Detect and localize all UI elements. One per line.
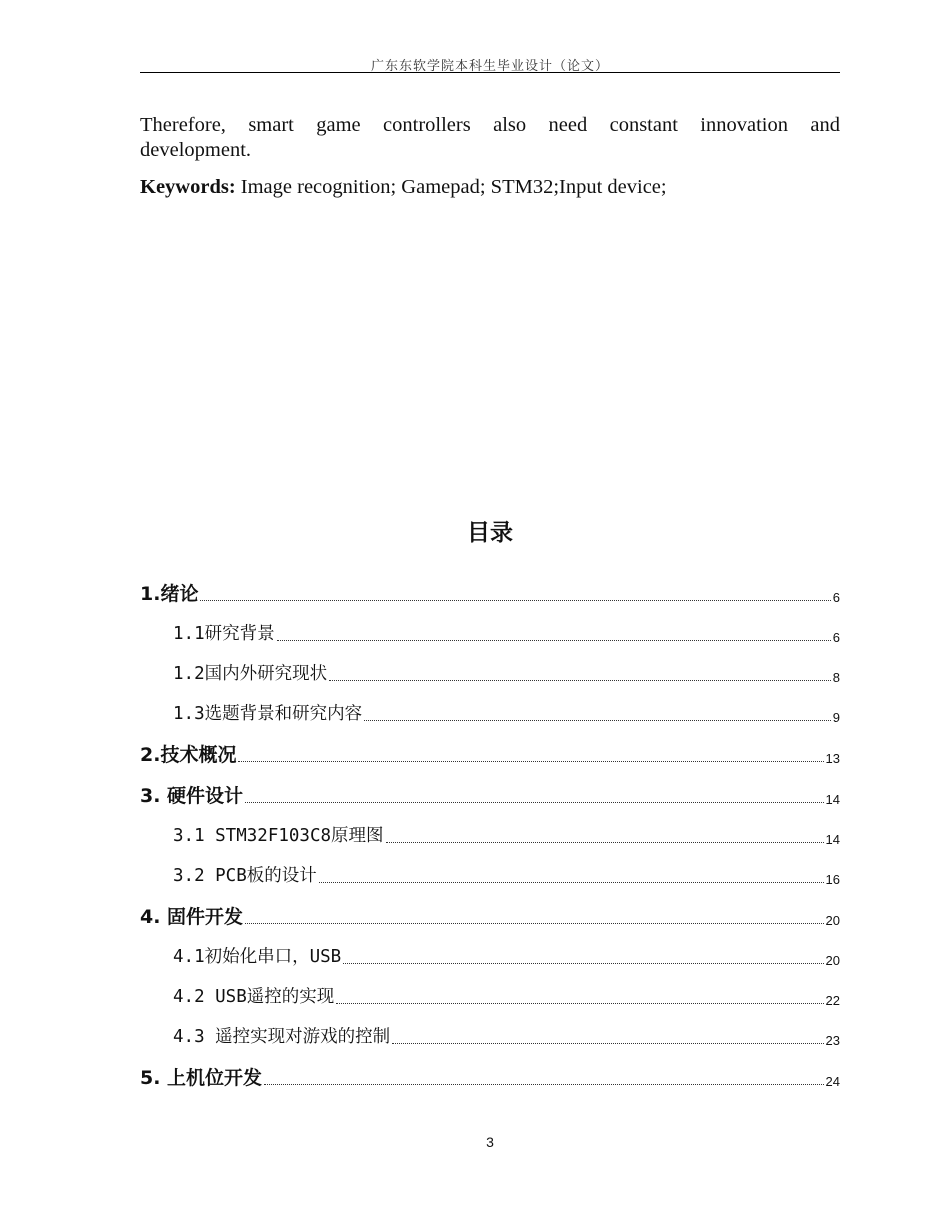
toc-entry-label: 4.2 USB遥控的实现 [173,987,335,1007]
toc-entry-page: 6 [832,590,840,605]
page-number: 3 [486,1134,494,1150]
toc-entry-page: 16 [825,872,840,887]
toc-entry[interactable] [140,578,840,606]
toc-entry-page: 24 [825,1074,840,1089]
abstract-line-2: development. [140,139,252,161]
toc-entry[interactable] [140,739,840,767]
toc-entry-label: 1.3选题背景和研究内容 [173,704,363,724]
toc-entry[interactable] [173,1021,840,1049]
toc-entry-page: 6 [832,630,840,645]
toc-entry[interactable] [173,941,840,969]
toc-entry[interactable] [173,981,840,1009]
toc-entry-label: 1.2国内外研究现状 [173,664,328,684]
toc-entry-page: 14 [825,832,840,847]
toc-entry-label: 3. 硬件设计 [140,785,244,807]
toc-leader-dots [343,962,823,964]
toc-entry-label: 3.1 STM32F103C8原理图 [173,826,384,846]
toc-leader-dots [238,760,823,762]
keywords-line [140,175,840,200]
toc-leader-dots [319,881,824,883]
toc-entry-page: 20 [825,913,840,928]
toc-title: 目录 [467,520,513,546]
abstract-line-1: Therefore, smart game controllers also need constant innovation and [140,114,840,136]
toc-entry-label: 4. 固件开发 [140,906,244,928]
toc-leader-dots [392,1042,823,1044]
toc-entry-label: 4.3 遥控实现对游戏的控制 [173,1027,391,1047]
header-rule [140,72,840,73]
toc-entry-label: 1.1研究背景 [173,624,275,644]
toc-entry-page: 20 [825,953,840,968]
toc-leader-dots [329,679,831,681]
toc-leader-dots [336,1002,823,1004]
toc-leader-dots [364,719,831,721]
toc-entry-label: 1.绪论 [140,583,199,605]
toc-entry[interactable] [173,820,840,848]
keywords-text: Image recognition; Gamepad; STM32;Input device; [235,176,667,198]
toc-entry[interactable] [173,658,840,686]
toc-entry-page: 13 [825,751,840,766]
toc-entry[interactable] [140,780,840,808]
toc-entry[interactable] [140,1062,840,1090]
toc-entry-page: 14 [825,792,840,807]
toc-entry-page: 22 [825,993,840,1008]
toc-entry[interactable] [173,618,840,646]
toc-leader-dots [264,1083,823,1085]
toc-entry[interactable] [173,698,840,726]
toc-entry-label: 2.技术概况 [140,744,237,766]
toc-entry-page: 23 [825,1033,840,1048]
toc-entry[interactable] [173,860,840,888]
toc-entry-page: 9 [832,710,840,725]
toc-leader-dots [245,801,823,803]
toc-entry-label: 4.1初始化串口，USB [173,947,342,967]
toc-leader-dots [200,599,830,601]
toc-entry-label: 3.2 PCB板的设计 [173,866,317,886]
toc-entry-page: 8 [832,670,840,685]
toc-leader-dots [277,639,831,641]
toc-leader-dots [386,841,824,843]
keywords-label: Keywords: [140,176,236,198]
toc-entry-label: 5. 上机位开发 [140,1067,263,1089]
toc-leader-dots [245,922,823,924]
running-header: 广东东软学院本科生毕业设计（论文） [370,59,609,74]
toc-entry[interactable] [140,901,840,929]
